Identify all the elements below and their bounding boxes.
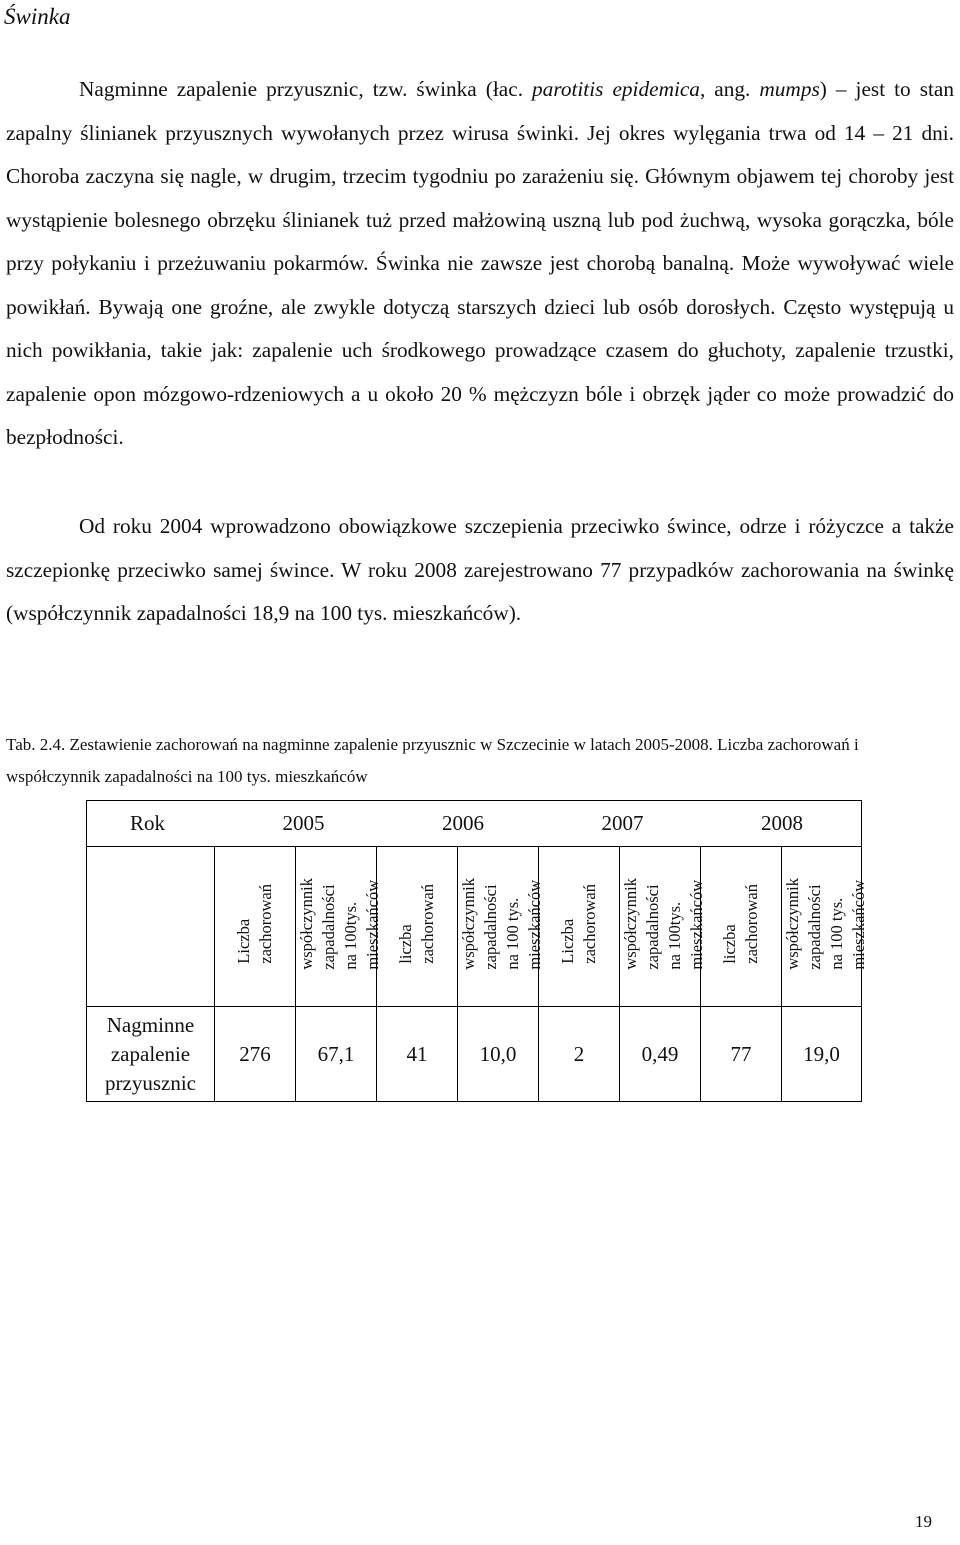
col-header-8: współczynnik zapadalności na 100 tys. mieszkańców <box>783 878 868 970</box>
header-cell <box>215 847 296 1007</box>
p1-text-c: ) – jest to stan zapalny ślinianek przyusznych wywołanych przez wirusa świnki. Jej okres wylęgania trwa od 14 – 21 dni. Choroba zaczyna się nagle, w drugim, trzecim tygodniu po zarażeniu się. Głównym objawem tej choroby jest wystąpienie bolesnego obrzęku ślinianek tuż przed małżowiną uszną lub pod żuchwą, wysoka gorączka, bóle przy połykaniu i przeżuwaniu pokarmów. Świnka nie zawsze jest chorobą banalną. Może wywoływać wiele powikłań. Bywają one groźne, ale zwykle dotyczą starszych dzieci lub osób dorosłych. Często występują u nich powikłania, takie jak: zapalenie uch środkowego prowadzące czasem do głuchoty, zapalenie trzustki, zapalenie opon mózgowo-rdzeniowych a u około 20 % mężczyzn bóle i obrzęk jąder co może prowadzić do bezpłodności. <box>6 77 955 449</box>
col-header-4: współczynnik zapadalności na 100 tys. mieszkańców <box>459 878 544 970</box>
value-cell: 276 <box>215 1007 296 1102</box>
english-term: mumps <box>759 77 820 101</box>
table-row <box>87 1007 862 1102</box>
col-header-5: Liczba zachorowań <box>558 884 599 964</box>
year-2008: 2008 <box>760 811 803 835</box>
column-header-row <box>87 847 862 1007</box>
year-header-cell <box>87 801 862 847</box>
header-cell <box>296 847 382 1007</box>
col-header-3: liczba zachorowań <box>396 884 437 964</box>
latin-term: parotitis epidemica <box>532 77 700 101</box>
header-cell <box>620 847 706 1007</box>
value-cell: 67,1 <box>296 1007 377 1102</box>
paragraph-1 <box>6 68 954 460</box>
value-cell: 41 <box>377 1007 458 1102</box>
incidence-table <box>86 800 868 1102</box>
header-cell <box>458 847 544 1007</box>
col-header-2: współczynnik zapadalności na 100tys. mieszkańców <box>297 878 382 970</box>
paragraph-2 <box>6 505 954 636</box>
year-2006: 2006 <box>441 811 484 835</box>
value-cell: 2 <box>539 1007 620 1102</box>
section-heading: Świnka <box>4 4 71 29</box>
row-label: Nagminne zapalenie przyusznic <box>87 1007 215 1102</box>
header-cell <box>539 847 620 1007</box>
year-2005: 2005 <box>282 811 325 835</box>
header-cell <box>701 847 782 1007</box>
empty-header-cell <box>87 847 215 1007</box>
p2-text: Od roku 2004 wprowadzono obowiązkowe szczepienia przeciwko śwince, odrze i różyczce a także szczepionkę przeciwko samej śwince. W roku 2008 zarejestrowano 77 przypadków zachorowania na świnkę (współczynnik zapadalności 18,9 na 100 tys. mieszkańców). <box>6 514 954 625</box>
col-header-7: liczba zachorowań <box>720 884 761 964</box>
p1-text-b: , ang. <box>699 77 760 101</box>
value-cell: 77 <box>701 1007 782 1102</box>
col-header-1: Liczba zachorowań <box>234 884 275 964</box>
col-header-6: współczynnik zapadalności na 100tys. mieszkańców <box>621 878 706 970</box>
year-row <box>87 801 862 847</box>
p1-text-a: Nagminne zapalenie przyusznic, tzw. świnka (łac. <box>79 77 533 101</box>
table-caption: Tab. 2.4. Zestawienie zachorowań na nagminne zapalenie przyusznic w Szczecinie w latach 2005-2008. Liczba zachorowań i współczynnik zapadalności na 100 tys. mieszkańców <box>6 735 859 786</box>
value-cell: 19,0 <box>782 1007 862 1102</box>
value-cell: 10,0 <box>458 1007 539 1102</box>
header-cell <box>782 847 868 1007</box>
value-cell: 0,49 <box>620 1007 701 1102</box>
year-label: Rok <box>130 811 166 835</box>
header-cell <box>377 847 458 1007</box>
page-number: 19 <box>915 1512 932 1531</box>
year-2007: 2007 <box>601 811 644 835</box>
